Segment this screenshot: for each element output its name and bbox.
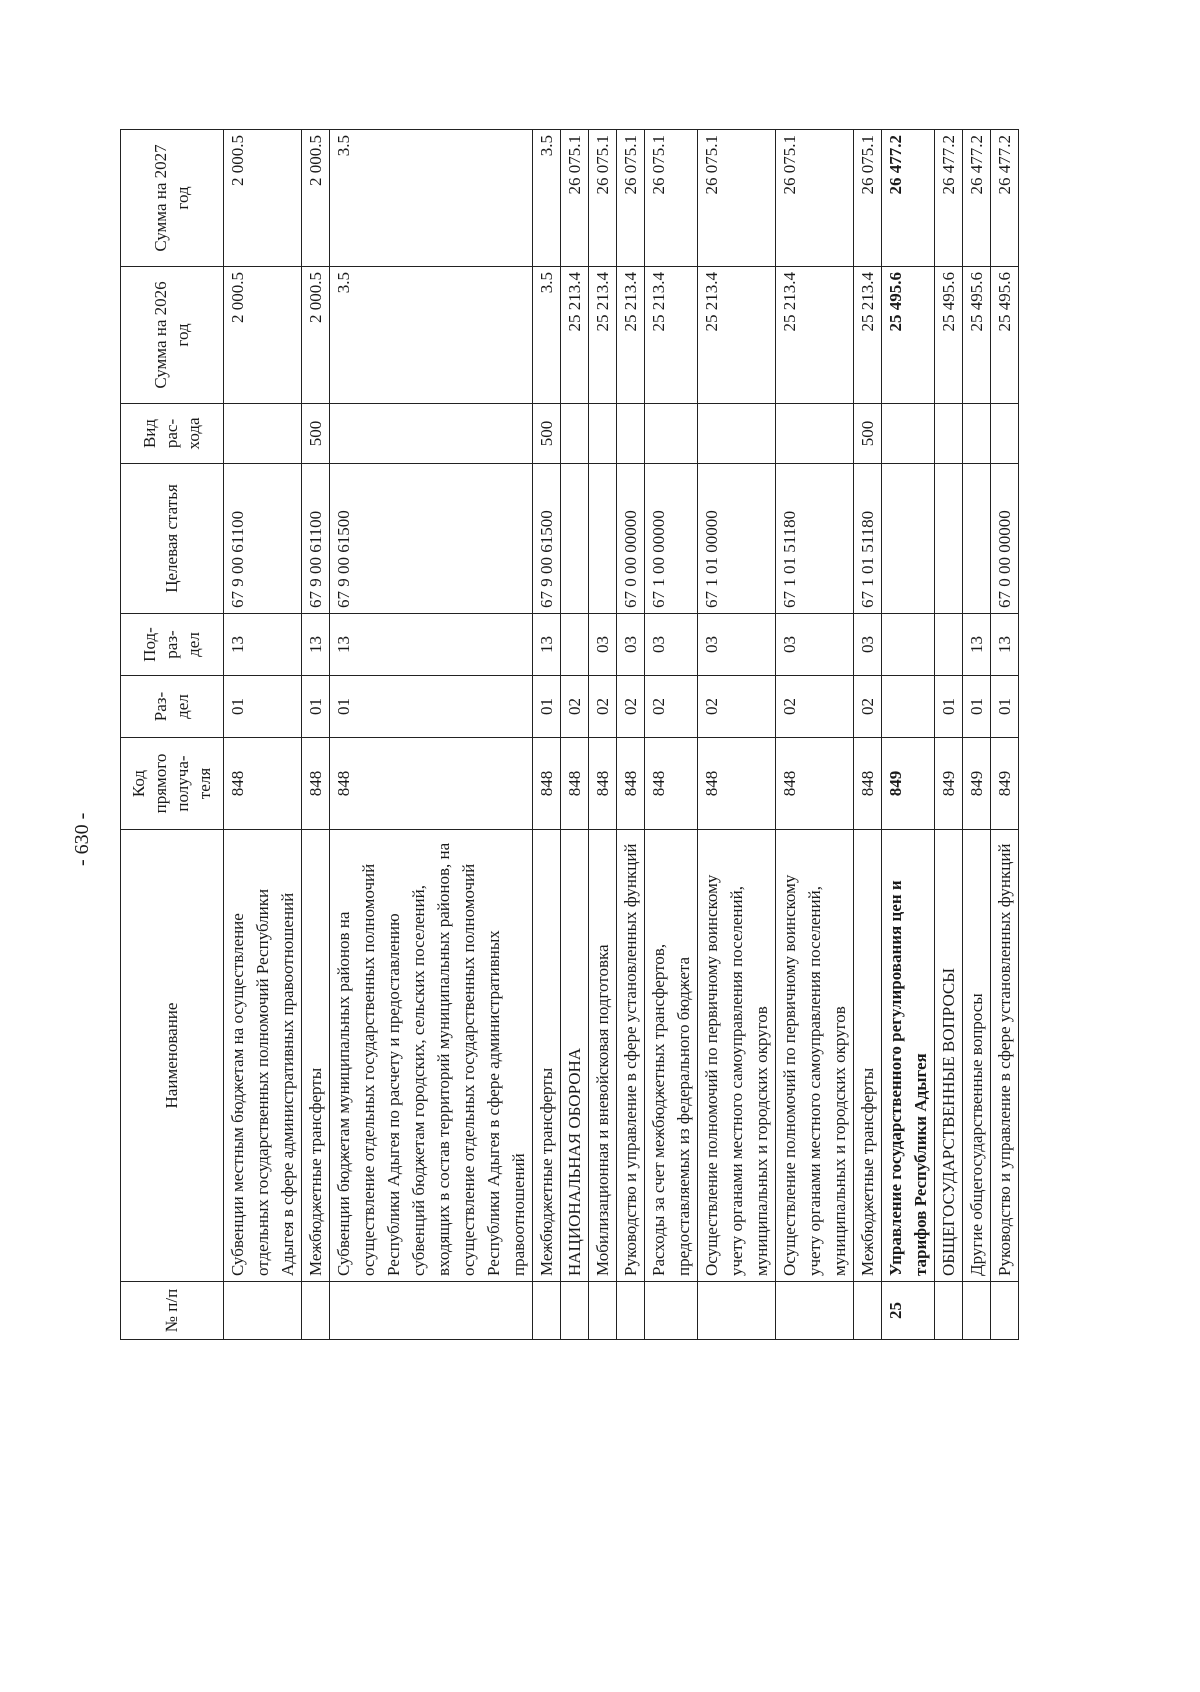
cell-sum-2026: 25 213.4 [589, 267, 617, 404]
cell-podrazdel: 13 [302, 614, 330, 676]
cell-sum-2027: 26 477.2 [882, 130, 935, 267]
cell-statya: 67 0 00 00000 [617, 464, 645, 614]
cell-sum-2027: 26 075.1 [645, 130, 698, 267]
cell-sum-2027: 26 477.2 [963, 130, 991, 267]
cell-vid [776, 404, 854, 464]
table-row [302, 130, 330, 1340]
cell-num [698, 1282, 776, 1340]
cell-sum-2026: 25 213.4 [617, 267, 645, 404]
cell-vid: 500 [854, 404, 882, 464]
header-statya: Целевая статья [121, 464, 224, 614]
cell-kod: 849 [991, 738, 1019, 830]
cell-num [776, 1282, 854, 1340]
cell-sum-2026: 25 213.4 [698, 267, 776, 404]
cell-razdel: 01 [302, 676, 330, 738]
cell-sum-2026: 2 000.5 [224, 267, 302, 404]
cell-razdel: 02 [617, 676, 645, 738]
cell-num [854, 1282, 882, 1340]
cell-kod: 848 [330, 738, 533, 830]
cell-kod: 848 [302, 738, 330, 830]
cell-num [617, 1282, 645, 1340]
cell-vid [698, 404, 776, 464]
cell-vid [224, 404, 302, 464]
cell-statya: 67 0 00 00000 [991, 464, 1019, 614]
budget-table-rotated [120, 130, 1080, 1340]
table-row [963, 130, 991, 1340]
cell-podrazdel: 03 [589, 614, 617, 676]
cell-kod: 849 [882, 738, 935, 830]
cell-sum-2027: 26 477.2 [991, 130, 1019, 267]
table-row [854, 130, 882, 1340]
cell-name: Межбюджетные трансферты [533, 830, 561, 1282]
cell-name: Осуществление полномочий по первичному воинскому учету органами местного самоуправления поселений, муниципальных и городских округов [776, 830, 854, 1282]
cell-statya: 67 9 00 61100 [302, 464, 330, 614]
cell-razdel: 02 [698, 676, 776, 738]
cell-name: Межбюджетные трансферты [302, 830, 330, 1282]
cell-num [533, 1282, 561, 1340]
cell-sum-2027: 2 000.5 [224, 130, 302, 267]
header-num: № п/п [121, 1282, 224, 1340]
table-row [224, 130, 302, 1340]
cell-sum-2027: 26 075.1 [561, 130, 589, 267]
cell-podrazdel: 03 [854, 614, 882, 676]
cell-vid [330, 404, 533, 464]
cell-kod: 848 [224, 738, 302, 830]
cell-sum-2027: 3.5 [533, 130, 561, 267]
cell-statya: 67 9 00 61500 [330, 464, 533, 614]
cell-kod: 848 [776, 738, 854, 830]
cell-sum-2027: 26 075.1 [854, 130, 882, 267]
cell-sum-2026: 3.5 [533, 267, 561, 404]
cell-vid [935, 404, 963, 464]
cell-razdel: 02 [854, 676, 882, 738]
cell-name: Субвенции бюджетам муниципальных районов на осуществление отдельных государственных полномочий Республики Адыгея по расчету и предоставлению субвенций бюджетам городских, сельских поселений, входящих в состав территорий муниципальных районов, на осуществление отдельных государственных полномочий Республики Адыгея в сфере административных правоотношений [330, 830, 533, 1282]
cell-num [330, 1282, 533, 1340]
cell-num [963, 1282, 991, 1340]
cell-podrazdel: 03 [645, 614, 698, 676]
cell-statya: 67 1 01 00000 [698, 464, 776, 614]
table-row [561, 130, 589, 1340]
cell-podrazdel: 13 [330, 614, 533, 676]
cell-podrazdel: 03 [617, 614, 645, 676]
cell-sum-2026: 25 495.6 [991, 267, 1019, 404]
cell-sum-2026: 25 213.4 [854, 267, 882, 404]
cell-podrazdel [882, 614, 935, 676]
cell-kod: 849 [935, 738, 963, 830]
cell-name: Управление государственного регулирования цен и тарифов Республики Адыгея [882, 830, 935, 1282]
cell-kod: 848 [645, 738, 698, 830]
cell-statya: 67 9 00 61500 [533, 464, 561, 614]
cell-sum-2027: 2 000.5 [302, 130, 330, 267]
cell-podrazdel [935, 614, 963, 676]
header-vid: Вид рас-хода [121, 404, 224, 464]
cell-razdel: 01 [991, 676, 1019, 738]
cell-podrazdel: 13 [224, 614, 302, 676]
cell-sum-2027: 3.5 [330, 130, 533, 267]
cell-name: Межбюджетные трансферты [854, 830, 882, 1282]
cell-statya [589, 464, 617, 614]
table-row [882, 130, 935, 1340]
cell-razdel [882, 676, 935, 738]
cell-razdel: 01 [935, 676, 963, 738]
table-header-row [121, 130, 224, 1340]
cell-statya [963, 464, 991, 614]
table-body [224, 130, 1019, 1340]
cell-name: НАЦИОНАЛЬНАЯ ОБОРОНА [561, 830, 589, 1282]
cell-statya: 67 1 00 00000 [645, 464, 698, 614]
cell-podrazdel: 13 [963, 614, 991, 676]
cell-razdel: 02 [776, 676, 854, 738]
cell-sum-2026: 25 213.4 [561, 267, 589, 404]
cell-vid [963, 404, 991, 464]
table-row [330, 130, 533, 1340]
cell-podrazdel: 03 [698, 614, 776, 676]
cell-sum-2026: 25 495.6 [963, 267, 991, 404]
cell-razdel: 02 [645, 676, 698, 738]
cell-num [561, 1282, 589, 1340]
cell-vid [882, 404, 935, 464]
cell-podrazdel: 13 [533, 614, 561, 676]
cell-sum-2027: 26 477.2 [935, 130, 963, 267]
cell-statya [882, 464, 935, 614]
cell-sum-2027: 26 075.1 [698, 130, 776, 267]
cell-num: 25 [882, 1282, 935, 1340]
page-number: - 630 - [71, 812, 93, 866]
cell-kod: 849 [963, 738, 991, 830]
cell-num [645, 1282, 698, 1340]
cell-vid: 500 [533, 404, 561, 464]
cell-name: Субвенции местным бюджетам на осуществление отдельных государственных полномочий Республики Адыгея в сфере административных правоотношений [224, 830, 302, 1282]
cell-vid [617, 404, 645, 464]
cell-sum-2026: 25 213.4 [645, 267, 698, 404]
cell-kod: 848 [698, 738, 776, 830]
cell-razdel: 02 [561, 676, 589, 738]
cell-name: Осуществление полномочий по первичному воинскому учету органами местного самоуправления поселений, муниципальных и городских округов [698, 830, 776, 1282]
cell-razdel: 01 [330, 676, 533, 738]
table-row [935, 130, 963, 1340]
cell-statya: 67 1 01 51180 [776, 464, 854, 614]
cell-razdel: 01 [963, 676, 991, 738]
cell-sum-2027: 26 075.1 [589, 130, 617, 267]
cell-sum-2026: 25 213.4 [776, 267, 854, 404]
cell-statya [935, 464, 963, 614]
table-row [991, 130, 1019, 1340]
cell-podrazdel: 03 [776, 614, 854, 676]
table-row [589, 130, 617, 1340]
header-kod: Код прямого получа-теля [121, 738, 224, 830]
cell-vid [561, 404, 589, 464]
cell-name: Руководство и управление в сфере установленных функций [991, 830, 1019, 1282]
cell-statya: 67 9 00 61100 [224, 464, 302, 614]
cell-name: Другие общегосударственные вопросы [963, 830, 991, 1282]
table-row [617, 130, 645, 1340]
table-row [698, 130, 776, 1340]
cell-num [935, 1282, 963, 1340]
cell-razdel: 02 [589, 676, 617, 738]
cell-vid [589, 404, 617, 464]
cell-sum-2026: 25 495.6 [882, 267, 935, 404]
header-razdel: Раз-дел [121, 676, 224, 738]
header-name: Наименование [121, 830, 224, 1282]
cell-kod: 848 [617, 738, 645, 830]
cell-name: Расходы за счет межбюджетных трансфертов, предоставляемых из федерального бюджета [645, 830, 698, 1282]
header-podrazdel: Под-раз-дел [121, 614, 224, 676]
header-sum-2026: Сумма на 2026 год [121, 267, 224, 404]
cell-sum-2026: 25 495.6 [935, 267, 963, 404]
cell-sum-2027: 26 075.1 [776, 130, 854, 267]
cell-sum-2026: 2 000.5 [302, 267, 330, 404]
cell-name: Руководство и управление в сфере установленных функций [617, 830, 645, 1282]
cell-num [224, 1282, 302, 1340]
cell-num [991, 1282, 1019, 1340]
cell-podrazdel [561, 614, 589, 676]
table-row [645, 130, 698, 1340]
table-row [776, 130, 854, 1340]
budget-table [120, 129, 1019, 1340]
cell-kod: 848 [533, 738, 561, 830]
cell-statya [561, 464, 589, 614]
cell-razdel: 01 [224, 676, 302, 738]
cell-vid [645, 404, 698, 464]
cell-name: ОБЩЕГОСУДАРСТВЕННЫЕ ВОПРОСЫ [935, 830, 963, 1282]
cell-vid: 500 [302, 404, 330, 464]
cell-sum-2027: 26 075.1 [617, 130, 645, 267]
table-row [533, 130, 561, 1340]
cell-num [589, 1282, 617, 1340]
cell-kod: 848 [561, 738, 589, 830]
cell-podrazdel: 13 [991, 614, 1019, 676]
header-sum-2027: Сумма на 2027 год [121, 130, 224, 267]
cell-kod: 848 [589, 738, 617, 830]
cell-sum-2026: 3.5 [330, 267, 533, 404]
cell-name: Мобилизационная и вневойсковая подготовка [589, 830, 617, 1282]
cell-kod: 848 [854, 738, 882, 830]
cell-statya: 67 1 01 51180 [854, 464, 882, 614]
cell-num [302, 1282, 330, 1340]
cell-vid [991, 404, 1019, 464]
cell-razdel: 01 [533, 676, 561, 738]
